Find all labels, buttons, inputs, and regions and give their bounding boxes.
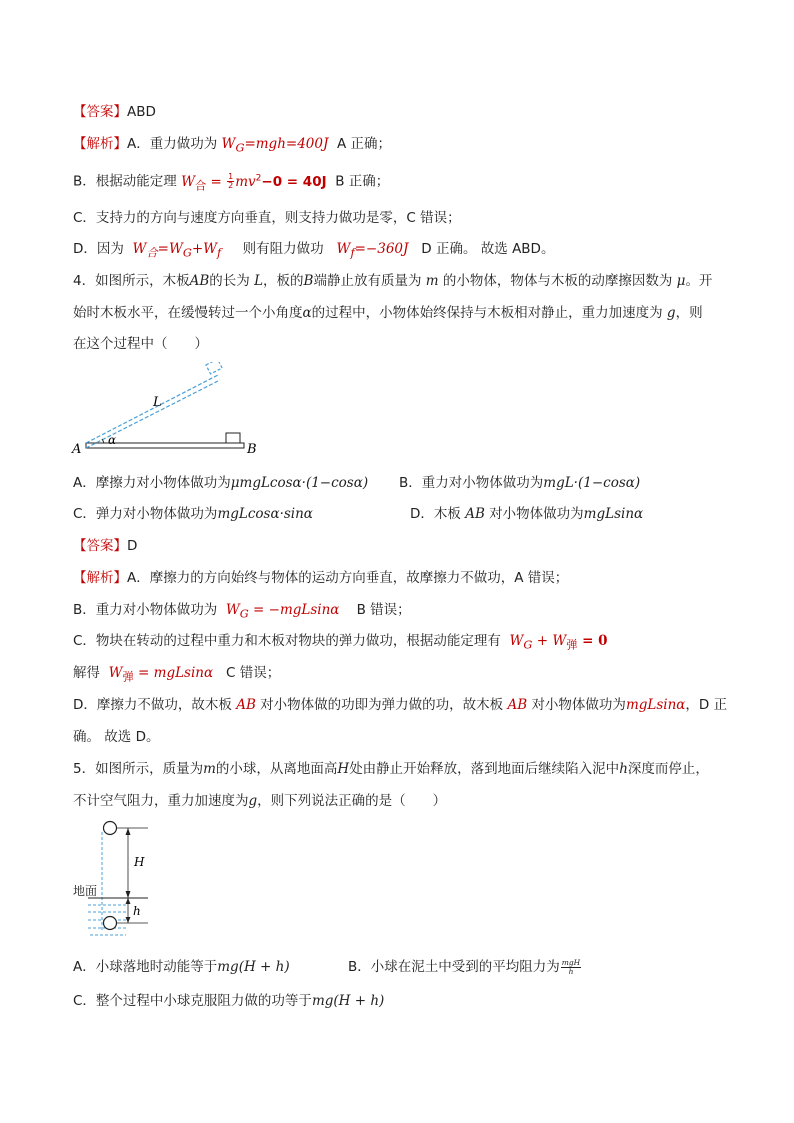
label-H: H bbox=[134, 855, 145, 869]
formula: $W_G=mgh=400J$ bbox=[221, 136, 329, 155]
q4-stem-line3: 在这个过程中（ ） bbox=[73, 336, 208, 352]
q4-stem-line1: 4．如图所示，木板AB的长为 L，板的B端静止放有质量为 m 的小物体，物体与木板的动摩擦因数为 μ。开 bbox=[73, 273, 713, 289]
label-A: A bbox=[72, 442, 82, 457]
formula: $W_f=-360J$ bbox=[336, 241, 409, 260]
option-b: B．重力对小物体做功为mgL·(1−cosα) bbox=[399, 475, 641, 491]
q4-analysis-d-line2: 确。 故选 D。 bbox=[73, 729, 160, 745]
q3-analysis-c: C．支持力的方向与速度方向垂直，则支持力做功是零，C 错误； bbox=[73, 210, 461, 226]
q4-incline-figure bbox=[68, 362, 258, 462]
ball-top bbox=[104, 822, 117, 835]
answer-value: ABD bbox=[127, 104, 156, 120]
label-ground: 地面 bbox=[73, 884, 98, 898]
formula: $W_G = -mgLsin\alpha$ bbox=[225, 602, 340, 621]
label-alpha: α bbox=[108, 433, 117, 447]
q5-options-ab bbox=[73, 957, 581, 977]
analysis-tag: 【解析】 bbox=[73, 136, 127, 152]
formula: $W_合$ = $\frac{1}{2}$ $mv^2-0 = 40J$ bbox=[181, 172, 327, 193]
q4-stem-line2: 始时木板水平，在缓慢转过一个小角度α的过程中，小物体始终保持与木板相对静止，重力加速度为 g，则 bbox=[73, 305, 703, 321]
q4-analysis-a: 【解析】A．摩擦力的方向始终与物体的运动方向垂直，故摩擦力不做功，A 错误； bbox=[73, 570, 569, 586]
label-B: B bbox=[247, 442, 257, 457]
option-a: A．小球落地时动能等于mg(H + h) bbox=[73, 959, 290, 975]
q5-stem-line1: 5．如图所示，质量为m的小球，从离地面高H处由静止开始释放，落到地面后继续陷入泥中h深度而停止， bbox=[73, 761, 709, 777]
answer-tag: 【答案】 bbox=[73, 104, 127, 120]
q4-solve-line: 解得 $W_弹 = mgLsin\alpha$ C 错误； bbox=[73, 665, 281, 684]
label-h: h bbox=[133, 904, 141, 918]
option-a: A．摩擦力对小物体做功为μmgLcosα·(1−cosα) bbox=[73, 475, 369, 491]
option-c: C．弹力对小物体做功为mgLcosα·sinα bbox=[73, 506, 313, 522]
option-b: B．小球在泥土中受到的平均阻力为 $\frac{\text{mgH}}{h}$ bbox=[348, 957, 581, 976]
q5-option-c: C．整个过程中小球克服阻力做的功等于mg(H + h) bbox=[73, 993, 385, 1009]
board-tilted bbox=[86, 380, 220, 448]
q5-stem-line2: 不计空气阻力，重力加速度为g，则下列说法正确的是（ ） bbox=[73, 793, 447, 809]
formula: $W_G + W_弹 = 0$ bbox=[509, 633, 608, 652]
block-b bbox=[226, 433, 240, 443]
q4-options-cd bbox=[73, 504, 644, 524]
ball-bottom bbox=[104, 917, 117, 930]
q3-analysis-b: B．根据动能定理 $W_合$ = $\frac{1}{2}$ $mv^2-0 = 40J$ B 正确； bbox=[73, 172, 390, 193]
q3-analysis-d: D．因为 $W_合=W_G+W_f$ 则有阻力做功 $W_f=-360J$ D 正确。 故选 ABD。 bbox=[73, 241, 555, 260]
q4-analysis-d-line1: D．摩擦力不做功，故木板 AB 对小物体做的功即为弹力做的功，故木板 AB 对小物体做功为mgLsinα，D 正 bbox=[73, 697, 728, 713]
block-tilted bbox=[206, 362, 222, 374]
q5-ball-figure bbox=[70, 818, 160, 943]
q4-analysis-c: C．物块在转动的过程中重力和木板对物块的弹力做功，根据动能定理有 $W_G + W_弹 = 0$ bbox=[73, 633, 608, 652]
label-L: L bbox=[153, 395, 162, 410]
formula: $W_合=W_G+W_f$ bbox=[132, 241, 222, 260]
q3-answer-line bbox=[73, 102, 156, 122]
option-d: D．木板 AB 对小物体做功为mgLsinα bbox=[410, 506, 644, 522]
q4-answer-line: 【答案】D bbox=[73, 538, 138, 554]
q4-options-ab bbox=[73, 473, 641, 493]
formula: $W_弹 = mgLsin\alpha$ bbox=[108, 665, 214, 684]
q3-analysis-a: 【解析】A．重力做功为 $W_G=mgh=400J$ A 正确； bbox=[73, 136, 392, 155]
q4-analysis-b: B．重力对小物体做功为 $W_G = -mgLsin\alpha$ B 错误； bbox=[73, 602, 411, 621]
